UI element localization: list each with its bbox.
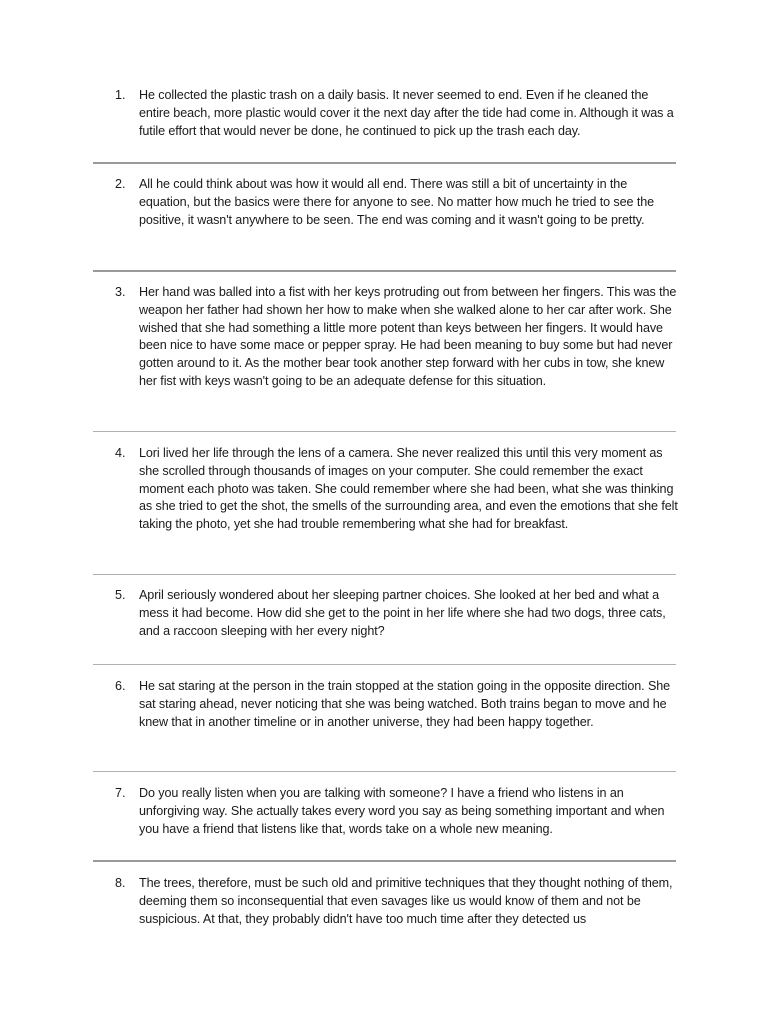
separator-rule [93, 162, 676, 164]
item-number: 5. [115, 588, 126, 602]
item-text: He collected the plastic trash on a daily basis. It never seemed to end. Even if he cleaned the entire beach, more plastic would cover it the next day after the tide had come in. Although it was a futile effort that would never be done, he continued to pick up the trash each day. [139, 88, 674, 138]
item-text: He sat staring at the person in the train stopped at the station going in the opposite direction. She sat staring ahead, never noticing that she was being watched. Both trains began to move and he knew that in another timeline or in another universe, they had been happy together. [139, 679, 671, 729]
item-text: Do you really listen when you are talking with someone? I have a friend who listens in an unforgiving way. She actually takes every word you say as being something important and when you have a friend that listens like that, words take on a whole new meaning. [139, 786, 665, 836]
item-text: The trees, therefore, must be such old and primitive techniques that they thought nothing of them, deeming them so inconsequential that even savages like us would know of them and not be suspicious. At that, they probably didn't have too much time after they detected us [139, 876, 673, 926]
item-text: April seriously wondered about her sleeping partner choices. She looked at her bed and what a mess it had become. How did she get to the point in her life where she had two dogs, three cats, and a raccoon sleeping with her every night? [139, 588, 666, 638]
item-number: 8. [115, 876, 126, 890]
separator-rule [93, 664, 676, 665]
item-number: 2. [115, 177, 126, 191]
separator-rule [93, 270, 676, 272]
item-text: All he could think about was how it would all end. There was still a bit of uncertainty in the equation, but the basics were there for anyone to see. No matter how much he tried to see the positive, it wasn't anywhere to be seen. The end was coming and it wasn't going to be pretty. [139, 177, 655, 227]
item-number: 1. [115, 88, 126, 102]
item-text: Lori lived her life through the lens of a camera. She never realized this until this very moment as she scrolled through thousands of images on your computer. She could remember the exact moment each photo was taken. She could remember where she had been, what she was thinking as she tried to get the shot, the smells of the surrounding area, and even the emotions that she felt taking the photo, yet she had trouble remembering what she had for breakfast. [139, 446, 678, 532]
item-text: Her hand was balled into a fist with her keys protruding out from between her fingers. This was the weapon her father had shown her how to make when she walked alone to her car after work. She wished that she had something a little more potent than keys between her fingers. It would have been nice to have some mace or pepper spray. He had been meaning to buy some but had never gotten around to it. As the mother bear took another step forward with her cubs in tow, she knew her fist with keys wasn't going to be an adequate defense for this situation. [139, 285, 677, 388]
separator-rule [93, 431, 676, 432]
item-number: 7. [115, 786, 126, 800]
item-number: 6. [115, 679, 126, 693]
separator-rule [93, 771, 676, 772]
item-number: 3. [115, 285, 126, 299]
separator-rule [93, 860, 676, 862]
separator-rule [93, 574, 676, 575]
item-number: 4. [115, 446, 126, 460]
